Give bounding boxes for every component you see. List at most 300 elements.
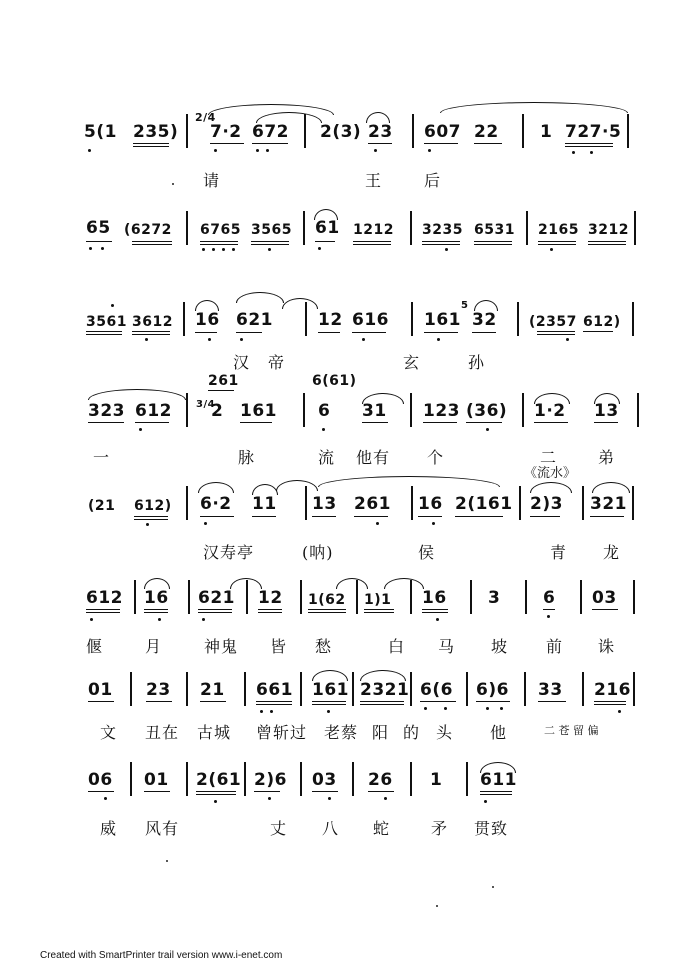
lyric: 马 bbox=[438, 637, 456, 656]
note-group: 2)6 bbox=[254, 770, 287, 790]
underline bbox=[252, 516, 276, 517]
low-dot bbox=[158, 618, 161, 621]
low-dot bbox=[618, 710, 621, 713]
slur bbox=[312, 670, 348, 681]
low-dot bbox=[322, 428, 325, 431]
note-group: 12 bbox=[318, 310, 343, 330]
underline bbox=[308, 612, 346, 613]
note-group: 23 bbox=[146, 680, 171, 700]
underline bbox=[318, 332, 340, 333]
underline bbox=[364, 612, 394, 613]
underline bbox=[144, 791, 170, 792]
underline bbox=[240, 422, 272, 423]
low-dot bbox=[376, 522, 379, 525]
lyric: 龙 bbox=[603, 543, 621, 562]
bar-line bbox=[244, 672, 246, 706]
low-dot bbox=[266, 149, 269, 152]
bar-line bbox=[637, 393, 639, 427]
note-group: 61 bbox=[315, 218, 340, 238]
underline bbox=[86, 334, 122, 335]
lyric: 个 bbox=[427, 448, 445, 467]
underline bbox=[134, 519, 168, 520]
grace-note: 5 bbox=[461, 300, 469, 311]
underline bbox=[476, 701, 510, 702]
lyric: 威 bbox=[100, 819, 118, 838]
underline bbox=[196, 794, 236, 795]
upper-notes: 261 bbox=[208, 373, 239, 389]
note-group: 1)1 bbox=[364, 592, 392, 608]
underline bbox=[196, 791, 236, 792]
low-dot bbox=[374, 149, 377, 152]
bar-line bbox=[522, 393, 524, 427]
lyric: 王 bbox=[365, 171, 383, 190]
system-1 bbox=[0, 100, 690, 200]
bar-line bbox=[410, 393, 412, 427]
underline bbox=[144, 609, 168, 610]
low-dot bbox=[384, 797, 387, 800]
note-group: 21 bbox=[200, 680, 225, 700]
underline bbox=[132, 241, 172, 242]
bar-line bbox=[524, 672, 526, 706]
underline bbox=[424, 143, 458, 144]
lyric: 曾斩过 bbox=[256, 723, 308, 742]
underline bbox=[565, 146, 613, 147]
note-group: (2357 bbox=[529, 314, 577, 330]
lyric: 古城 bbox=[197, 723, 232, 742]
note-group: 616 bbox=[352, 310, 389, 330]
low-dot bbox=[484, 800, 487, 803]
lyric: 坡 bbox=[491, 637, 509, 656]
note-group: 161 bbox=[312, 680, 349, 700]
lyric: 他 bbox=[490, 723, 508, 742]
underline bbox=[200, 241, 238, 242]
lyric: 神鬼 bbox=[204, 637, 239, 656]
note-group: 6765 bbox=[200, 222, 241, 238]
underline bbox=[588, 244, 626, 245]
note-group: 3 bbox=[488, 588, 501, 608]
note-group: 26 bbox=[368, 770, 393, 790]
underline bbox=[423, 422, 457, 423]
slur bbox=[360, 670, 406, 681]
low-dot bbox=[88, 149, 91, 152]
low-dot bbox=[104, 797, 107, 800]
bar-line bbox=[582, 672, 584, 706]
lyric: 弟 bbox=[598, 448, 616, 467]
lyric: 阳 bbox=[372, 723, 390, 742]
lyric: 汉寿亭 bbox=[203, 543, 255, 562]
low-dot bbox=[214, 149, 217, 152]
time-signature: 3/4 bbox=[196, 399, 216, 410]
low-dot bbox=[362, 338, 365, 341]
lyric: 老蔡 bbox=[324, 723, 359, 742]
low-dot bbox=[90, 618, 93, 621]
lyric: 蛇 bbox=[373, 819, 391, 838]
note-group: 1 bbox=[540, 122, 553, 142]
note-group: 621 bbox=[236, 310, 273, 330]
slur bbox=[592, 482, 630, 493]
underline bbox=[538, 701, 566, 702]
lyric: 风有 bbox=[145, 819, 180, 838]
lyric: 青 bbox=[550, 543, 568, 562]
low-dot bbox=[268, 797, 271, 800]
lyric: 脉 bbox=[238, 448, 256, 467]
bar-line bbox=[183, 302, 185, 336]
underline bbox=[353, 244, 391, 245]
note-group: 23 bbox=[368, 122, 393, 142]
underline bbox=[312, 791, 338, 792]
low-dot bbox=[270, 710, 273, 713]
underline bbox=[86, 241, 112, 242]
bar-line bbox=[411, 486, 413, 520]
slur bbox=[594, 393, 620, 404]
note-group: 16 bbox=[422, 588, 447, 608]
note-group: 6)6 bbox=[476, 680, 509, 700]
underline bbox=[86, 612, 120, 613]
bar-line bbox=[470, 580, 472, 614]
underline bbox=[422, 612, 448, 613]
underline bbox=[422, 244, 460, 245]
note-group: 03 bbox=[312, 770, 337, 790]
slur bbox=[276, 480, 318, 491]
lyric: 流 bbox=[318, 448, 336, 467]
lyric: 偃 bbox=[86, 637, 104, 656]
note-group: 1·2 bbox=[534, 401, 566, 421]
system-7 bbox=[0, 660, 690, 760]
underline bbox=[590, 516, 624, 517]
lyric: 二 bbox=[540, 448, 558, 467]
note-group: 672 bbox=[252, 122, 289, 142]
underline bbox=[352, 332, 386, 333]
note-group: 123 bbox=[423, 401, 460, 421]
note-group: 2)3 bbox=[530, 494, 563, 514]
low-dot bbox=[222, 248, 225, 251]
slur bbox=[530, 482, 572, 493]
note-group: 22 bbox=[474, 122, 499, 142]
slur bbox=[198, 482, 234, 493]
low-dot bbox=[146, 523, 149, 526]
underline bbox=[308, 609, 346, 610]
bar-line bbox=[134, 580, 136, 614]
system-4 bbox=[0, 365, 690, 465]
note-group: 612) bbox=[583, 314, 621, 330]
bar-line bbox=[522, 114, 524, 148]
bar-line bbox=[412, 114, 414, 148]
bar-line bbox=[300, 762, 302, 796]
underline bbox=[480, 794, 512, 795]
bar-line bbox=[244, 762, 246, 796]
lyric: 诛 bbox=[598, 637, 616, 656]
low-dot bbox=[424, 707, 427, 710]
bar-line bbox=[130, 762, 132, 796]
lyric: 孙 bbox=[468, 353, 486, 372]
note-group: 5(1 bbox=[84, 122, 117, 142]
note-group: 621 bbox=[198, 588, 235, 608]
low-dot bbox=[204, 522, 207, 525]
note-group: 6531 bbox=[474, 222, 515, 238]
underline bbox=[258, 612, 282, 613]
underline bbox=[534, 422, 568, 423]
underline bbox=[353, 241, 391, 242]
note-group: 2(61 bbox=[196, 770, 242, 790]
note-group: 611 bbox=[480, 770, 517, 790]
bar-line bbox=[410, 762, 412, 796]
underline bbox=[133, 146, 169, 147]
underline bbox=[418, 516, 442, 517]
underline bbox=[364, 609, 394, 610]
note-group: 2165 bbox=[538, 222, 579, 238]
bar-line bbox=[410, 211, 412, 245]
note-group: 3212 bbox=[588, 222, 629, 238]
underline bbox=[132, 334, 170, 335]
low-dot bbox=[566, 338, 569, 341]
underline bbox=[537, 334, 575, 335]
underline bbox=[583, 331, 613, 332]
system-6 bbox=[0, 568, 690, 668]
bar-line bbox=[186, 672, 188, 706]
slur bbox=[230, 578, 262, 589]
underline bbox=[368, 143, 392, 144]
note-group: 6·2 bbox=[200, 494, 232, 514]
bar-line bbox=[517, 302, 519, 336]
underline bbox=[251, 244, 289, 245]
low-dot bbox=[444, 707, 447, 710]
note-group: 727·5 bbox=[565, 122, 622, 142]
bar-line bbox=[632, 302, 634, 336]
low-dot bbox=[445, 248, 448, 251]
note-group: 13 bbox=[594, 401, 619, 421]
note-group: (21 bbox=[88, 498, 116, 514]
underline bbox=[133, 143, 169, 144]
note-group: 612 bbox=[135, 401, 172, 421]
lyric: 月 bbox=[145, 637, 163, 656]
low-dot bbox=[432, 522, 435, 525]
low-dot bbox=[202, 618, 205, 621]
note-group: 2321 bbox=[360, 680, 410, 700]
underline bbox=[594, 701, 626, 702]
low-dot bbox=[428, 149, 431, 152]
low-dot bbox=[208, 338, 211, 341]
bar-line bbox=[525, 580, 527, 614]
slur bbox=[314, 209, 338, 220]
low-dot bbox=[437, 338, 440, 341]
footer-watermark: Created with SmartPrinter trail version www.i-enet.com bbox=[40, 950, 283, 961]
note-group: 16 bbox=[418, 494, 443, 514]
underline bbox=[594, 422, 618, 423]
underline bbox=[252, 143, 288, 144]
note-group: 1(62 bbox=[308, 592, 346, 608]
underline bbox=[86, 609, 120, 610]
low-dot bbox=[101, 247, 104, 250]
note-group: 65 bbox=[86, 218, 111, 238]
lyric: 帝 bbox=[268, 353, 286, 372]
lyric: 汉 bbox=[233, 353, 251, 372]
underline bbox=[208, 390, 234, 391]
underline bbox=[354, 516, 388, 517]
underline bbox=[198, 612, 232, 613]
lyric: (呐) bbox=[302, 543, 334, 562]
underline bbox=[594, 704, 626, 705]
underline bbox=[362, 422, 388, 423]
note-group: 323 bbox=[88, 401, 125, 421]
underline bbox=[455, 516, 503, 517]
bar-line bbox=[303, 393, 305, 427]
slur bbox=[282, 298, 318, 309]
note-group: 216 bbox=[594, 680, 631, 700]
low-dot bbox=[139, 428, 142, 431]
underline bbox=[474, 241, 512, 242]
low-dot bbox=[327, 710, 330, 713]
upper-notes: 6(61) bbox=[312, 373, 357, 389]
note-group: 16 bbox=[144, 588, 169, 608]
note-group: 2(161 bbox=[455, 494, 513, 514]
note-group: 1212 bbox=[353, 222, 394, 238]
lyric: 一 bbox=[93, 448, 111, 467]
low-dot bbox=[572, 151, 575, 154]
slur bbox=[534, 393, 570, 404]
underline bbox=[200, 701, 226, 702]
bar-line bbox=[633, 672, 635, 706]
note-group: 321 bbox=[590, 494, 627, 514]
underline bbox=[256, 704, 292, 705]
underline bbox=[312, 701, 346, 702]
low-dot bbox=[436, 618, 439, 621]
note-group: 13 bbox=[312, 494, 337, 514]
low-dot bbox=[256, 149, 259, 152]
note-group: 16 bbox=[195, 310, 220, 330]
underline bbox=[210, 143, 244, 144]
underline bbox=[88, 791, 114, 792]
side-note: 二 苍 留 偏 bbox=[544, 724, 599, 737]
note-group: 11 bbox=[252, 494, 277, 514]
low-dot bbox=[89, 247, 92, 250]
slur bbox=[480, 762, 516, 773]
underline bbox=[368, 791, 394, 792]
note-group: 3235 bbox=[422, 222, 463, 238]
underline bbox=[200, 244, 238, 245]
bar-line bbox=[519, 486, 521, 520]
underline bbox=[538, 241, 576, 242]
lyric: 矛 bbox=[431, 819, 449, 838]
bar-line bbox=[305, 486, 307, 520]
underline bbox=[537, 331, 575, 332]
underline bbox=[312, 704, 346, 705]
note-group: 31 bbox=[362, 401, 387, 421]
underline bbox=[88, 422, 124, 423]
low-dot bbox=[318, 247, 321, 250]
low-dot bbox=[232, 248, 235, 251]
note-group: 6(6 bbox=[420, 680, 453, 700]
lyric: 玄 bbox=[403, 353, 421, 372]
underline bbox=[198, 609, 232, 610]
slur bbox=[252, 484, 278, 495]
bar-line bbox=[130, 672, 132, 706]
scan-speck bbox=[436, 905, 438, 907]
underline bbox=[360, 701, 404, 702]
slur bbox=[384, 578, 424, 589]
lyric: 丑在 bbox=[145, 723, 180, 742]
slur bbox=[88, 389, 186, 400]
bar-line bbox=[300, 580, 302, 614]
low-dot bbox=[214, 800, 217, 803]
lyric: 后 bbox=[424, 171, 442, 190]
note-group: 32 bbox=[472, 310, 497, 330]
low-dot bbox=[145, 338, 148, 341]
low-dot bbox=[268, 248, 271, 251]
bar-line bbox=[411, 302, 413, 336]
underline bbox=[256, 701, 292, 702]
note-group: 12 bbox=[258, 588, 283, 608]
lyric: 侯 bbox=[418, 543, 436, 562]
note-group: 06 bbox=[88, 770, 113, 790]
note-group: 01 bbox=[144, 770, 169, 790]
bar-line bbox=[632, 486, 634, 520]
note-group: 2(3) bbox=[320, 122, 362, 142]
note-group: 612 bbox=[86, 588, 123, 608]
note-group: 2 bbox=[211, 401, 224, 421]
underline bbox=[360, 704, 404, 705]
note-group: 6 bbox=[318, 401, 331, 421]
underline bbox=[200, 516, 234, 517]
underline bbox=[254, 791, 280, 792]
underline bbox=[543, 609, 555, 610]
system-8 bbox=[0, 752, 690, 852]
bar-line bbox=[466, 762, 468, 796]
slur bbox=[366, 112, 390, 123]
lyric: 皆 bbox=[270, 637, 288, 656]
bar-line bbox=[526, 211, 528, 245]
note-group: 6 bbox=[543, 588, 556, 608]
note-group: 03 bbox=[592, 588, 617, 608]
underline bbox=[312, 516, 336, 517]
bar-line bbox=[186, 393, 188, 427]
underline bbox=[420, 701, 456, 702]
underline bbox=[132, 331, 170, 332]
underline bbox=[422, 609, 448, 610]
bar-line bbox=[352, 672, 354, 706]
underline bbox=[588, 241, 626, 242]
bar-line bbox=[466, 672, 468, 706]
bar-line bbox=[633, 580, 635, 614]
lyric: 贯致 bbox=[474, 819, 509, 838]
lyric: 他有 bbox=[356, 448, 391, 467]
slur bbox=[318, 476, 500, 487]
note-group: 612) bbox=[134, 498, 172, 514]
bar-line bbox=[627, 114, 629, 148]
low-dot bbox=[547, 615, 550, 618]
high-dot bbox=[111, 304, 114, 307]
note-group: (36) bbox=[466, 401, 508, 421]
underline bbox=[466, 422, 502, 423]
bar-line bbox=[582, 486, 584, 520]
note-group: 3612 bbox=[132, 314, 173, 330]
bar-line bbox=[580, 580, 582, 614]
low-dot bbox=[240, 338, 243, 341]
low-dot bbox=[328, 797, 331, 800]
underline bbox=[565, 143, 613, 144]
bar-line bbox=[300, 672, 302, 706]
low-dot bbox=[260, 710, 263, 713]
scan-speck bbox=[172, 183, 174, 185]
note-group: 235) bbox=[133, 122, 179, 142]
underline bbox=[472, 332, 496, 333]
low-dot bbox=[500, 707, 503, 710]
low-dot bbox=[590, 151, 593, 154]
note-group: 3565 bbox=[251, 222, 292, 238]
note-group: 33 bbox=[538, 680, 563, 700]
time-signature: 2/4 bbox=[195, 111, 216, 124]
low-dot bbox=[212, 248, 215, 251]
underline bbox=[422, 241, 460, 242]
